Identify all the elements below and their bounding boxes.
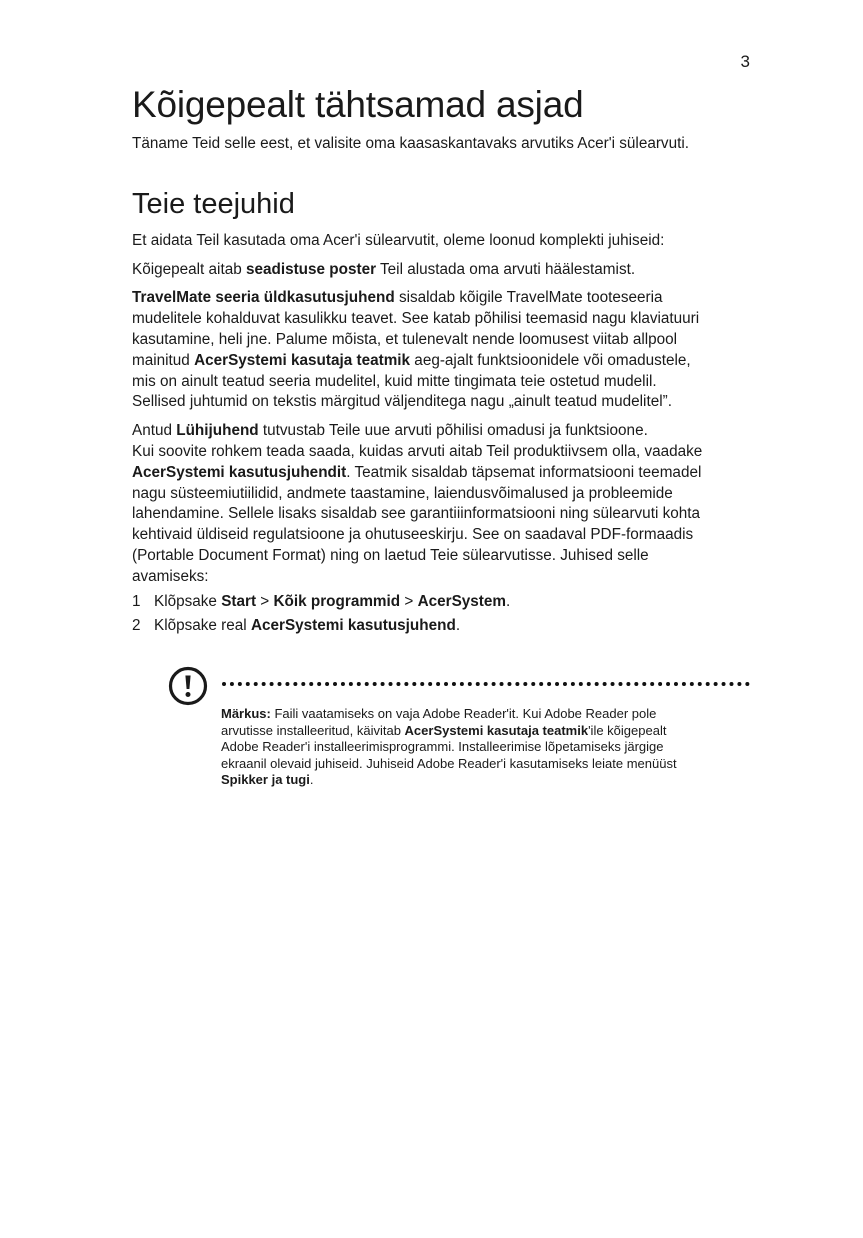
guides-intro-paragraph: Et aidata Teil kasutada oma Acer'i sülearvutit, oleme loonud komplekti juhiseid:: [132, 231, 665, 249]
page-title: Kõigepealt tähtsamad asjad: [132, 84, 584, 125]
user-reference-term: AcerSystemi kasutaja teatmik: [194, 351, 411, 369]
step-item: 2 Klõpsake real AcerSystemi kasutusjuhend.: [132, 617, 461, 635]
note-divider: [222, 682, 750, 686]
general-guide-term: TravelMate seeria üldkasutusjuhend: [132, 289, 395, 307]
note-label: Märkus:: [221, 706, 271, 721]
steps-list: [132, 592, 752, 638]
exclamation-circle-icon: [168, 666, 208, 706]
main-content: [132, 82, 752, 641]
quick-guide-paragraph: Antud Lühijuhend tutvustab Teile uue arvuti põhilisi omadusi ja funktsioone. Kui soovite rohkem teada saada, kuidas arvuti aitab Teil produktiivsem olla, vaadake AcerSystemi kasutusjuhendit. Teatmik sisaldab täpsemat informatsiooni teemadel nagu süsteemiutiilidid, andmete taastamine, laiendusvõimalused ja probleemide lahendamine. Sellele lisaks sisaldab see garantiiinformatsiooni ning sülearvuti kohta kehtivaid üldiseid regulatsioone ja ohutuseeskirju. See on saadaval PDF-formaadis (Portable Document Format) ning on laetud Teie sülearvutisse. Juhised selle avamiseks:: [132, 422, 703, 585]
step-item: 1 Klõpsake Start > Kõik programmid > AcerSystem.: [132, 592, 511, 610]
intro-paragraph: Täname Teid selle eest, et valisite oma kaasaskantavaks arvutiks Acer'i sülearvuti.: [132, 135, 689, 152]
user-guide-term: AcerSystemi kasutusjuhendit: [132, 463, 347, 481]
page-number: 3: [740, 52, 750, 71]
section-heading: Teie teejuhid: [132, 187, 295, 220]
quick-guide-term: Lühijuhend: [176, 422, 259, 440]
poster-paragraph: Kõigepealt aitab seadistuse poster Teil alustada oma arvuti häälestamist.: [132, 260, 636, 278]
note-text: Märkus: Faili vaatamiseks on vaja Adobe Reader'it. Kui Adobe Reader pole arvutisse installeeritud, käivitab AcerSystemi kasutaja teatmik'ile kõigepealt Adobe Reader'i installeerimisprogrammi. Installeerimise lõpetamiseks järgige ekraanil olevaid juhiseid. Juhiseid Adobe Reader'i kasutamiseks leiate menüüst Spikker ja tugi.: [221, 706, 677, 788]
general-guide-paragraph: TravelMate seeria üldkasutusjuhend sisaldab kõigile TravelMate tooteseeria mudelitele kohalduvat kasulikku teavet. See katab põhilisi teemasid nagu klaviatuuri kasutamine, heli jne. Palume mõista, et tulenevalt nende loomusest viitab allpool mainitud AcerSystemi kasutaja teatmik aeg-ajalt funktsioonidele või omadustele, mis on ainult teatud seeria mudelitel, kuid mitte tingimata teie ostetud mudelil. Sellised juhtumid on tekstis märgitud väljenditega nagu „ainult teatud mudelitel”.: [132, 289, 700, 411]
note-box: [168, 666, 753, 806]
setup-poster-term: seadistuse poster: [245, 260, 377, 278]
